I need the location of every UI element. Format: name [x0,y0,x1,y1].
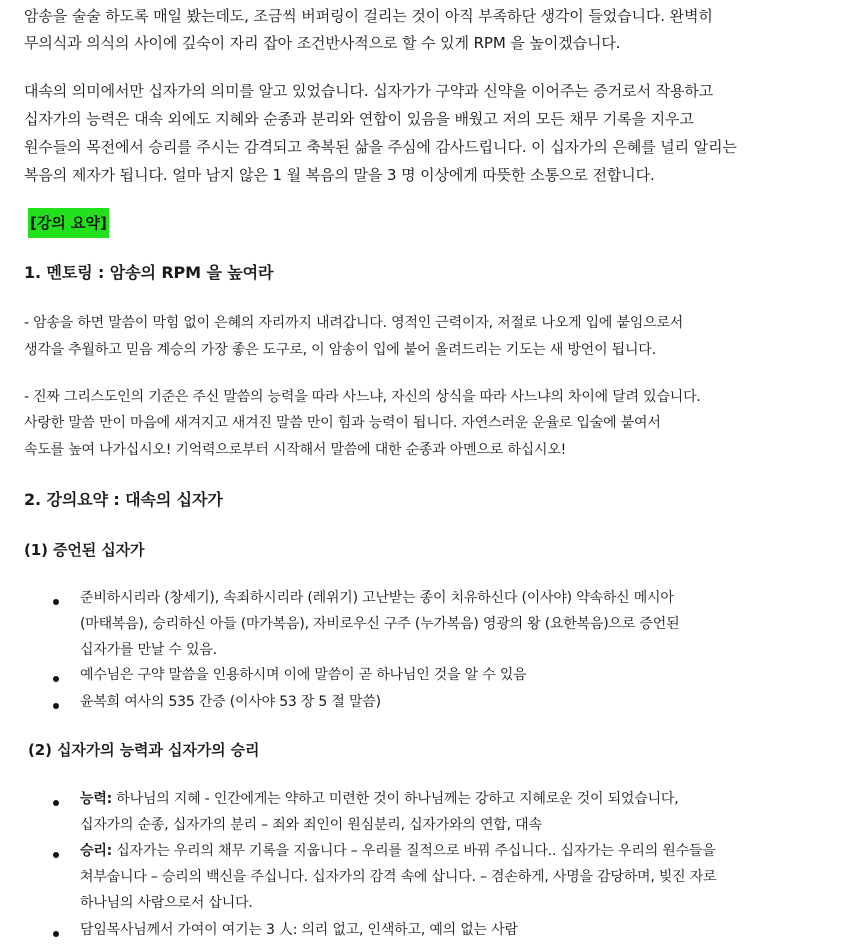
section1-item2-line-2: 사랑한 말씀 만이 마음에 새겨지고 새겨진 말씀 만이 힘과 능력이 됩니다. 자연스러운 운율로 입술에 붙여서 [24,415,661,431]
bullet-dot [53,931,59,937]
section2-sub2-title: (2) 십자가의 능력과 십자가의 승리 [28,741,260,759]
section1-item1-line-2: 생각을 추월하고 믿음 계승의 가장 좋은 도구로, 이 암송이 입에 붙어 올려드리는 기도는 새 방언이 됩니다. [24,342,656,358]
sub2-bullet1-text: 하나님의 지혜 - 인간에게는 약하고 미련한 것이 하나님께는 강하고 지혜로운 것이 되었습니다, [112,791,679,807]
intro-para2-line-3: 원수들의 목전에서 승리를 주시는 감격되고 축복된 삶을 주심에 감사드립니다. 이 십자가의 은혜를 널리 알리는 [24,138,737,156]
sub1-bullet3: 윤복희 여사의 535 간증 (이사야 53 장 5 절 말씀) [80,694,381,710]
intro-para1-line-1: 암송을 술술 하도록 매일 봤는데도, 조금씩 버퍼링이 걸리는 것이 아직 부족하단 생각이 들었습니다. 완벽히 [24,7,713,25]
section1-item1-line-1: - 암송을 하면 말씀이 막힘 없이 은혜의 자리까지 내려갑니다. 영적인 근력이자, 저절로 나오게 입에 붙임으로서 [24,315,684,331]
section1-item2-line-1: - 진짜 그리스도인의 기준은 주신 말씀의 능력을 따라 사느냐, 자신의 상식을 따라 사느냐의 차이에 달려 있습니다. [24,389,701,405]
sub2-bullet1-line-2: 십자가의 순종, 십자가의 분리 – 죄와 죄인이 원심분리, 십자가와의 연합, 대속 [80,817,542,833]
bullet-dot [53,703,59,709]
section1-item2-line-3: 속도를 높여 나가십시오! 기억력으로부터 시작해서 말씀에 대한 순종과 아멘으로 하십시오! [24,442,567,458]
sub2-bullet1-line-1 [80,789,678,809]
intro-para2-line-1: 대속의 의미에서만 십자가의 의미를 알고 있었습니다. 십자가가 구약과 신약을 이어주는 증거로서 작용하고 [24,82,714,100]
bullet-dot [53,676,59,682]
sub2-bullet2-line-1 [80,841,716,861]
intro-para2-line-2: 십자가의 능력은 대속 외에도 지혜와 순종과 분리와 연합이 있음을 배웠고 저의 모든 채무 기록을 지우고 [24,110,694,128]
section2-title: 2. 강의요약 : 대속의 십자가 [24,490,223,509]
sub1-bullet1-line-3: 십자가를 만날 수 있음. [80,642,217,658]
section1-title: 1. 멘토링 : 암송의 RPM 을 높여라 [24,263,274,282]
bullet-dot [53,852,59,858]
intro-para2-line-4: 복음의 제자가 됩니다. 얼마 남지 않은 1 월 복음의 말을 3 명 이상에게 따뜻한 소통으로 전합니다. [24,166,655,184]
sub2-bullet2-line-3: 하나님의 사람으로서 삽니다. [80,895,253,911]
sub2-bullet2-label: 승리: [80,843,113,859]
section2-sub1-title: (1) 증언된 십자가 [24,541,145,559]
bullet-dot [53,800,59,806]
intro-para1-line-2: 무의식과 의식의 사이에 깊숙이 자리 잡아 조건반사적으로 할 수 있게 RPM 을 높이겠습니다. [24,34,621,52]
sub2-bullet1-label: 능력: [80,791,113,807]
sub1-bullet2: 예수님은 구약 말씀을 인용하시며 이에 말씀이 곧 하나님인 것을 알 수 있음 [80,667,527,683]
summary-badge: [강의 요약] [28,208,109,238]
sub1-bullet1-line-2: (마태복음), 승리하신 아들 (마가복음), 자비로우신 구주 (누가복음) 영광의 왕 (요한복음)으로 증언된 [80,616,680,632]
sub1-bullet1-line-1: 준비하시리라 (창세기), 속죄하시리라 (레위기) 고난받는 종이 치유하신다 (이사야) 약속하신 메시아 [80,590,674,606]
bullet-dot [53,599,59,605]
sub2-bullet2-text: 십자가는 우리의 채무 기록을 지웁니다 – 우리를 질적으로 바꿔 주십니다.. 십자가는 우리의 원수들을 [112,843,716,859]
sub2-bullet2-line-2: 쳐부숩니다 – 승리의 백신을 주십니다. 십자가의 감격 속에 삽니다. – 겸손하게, 사명을 감당하며, 빚진 자로 [80,869,717,885]
sub2-bullet3: 담임목사님께서 가여이 여기는 3 人: 의리 없고, 인색하고, 예의 없는 사람 [80,922,518,938]
